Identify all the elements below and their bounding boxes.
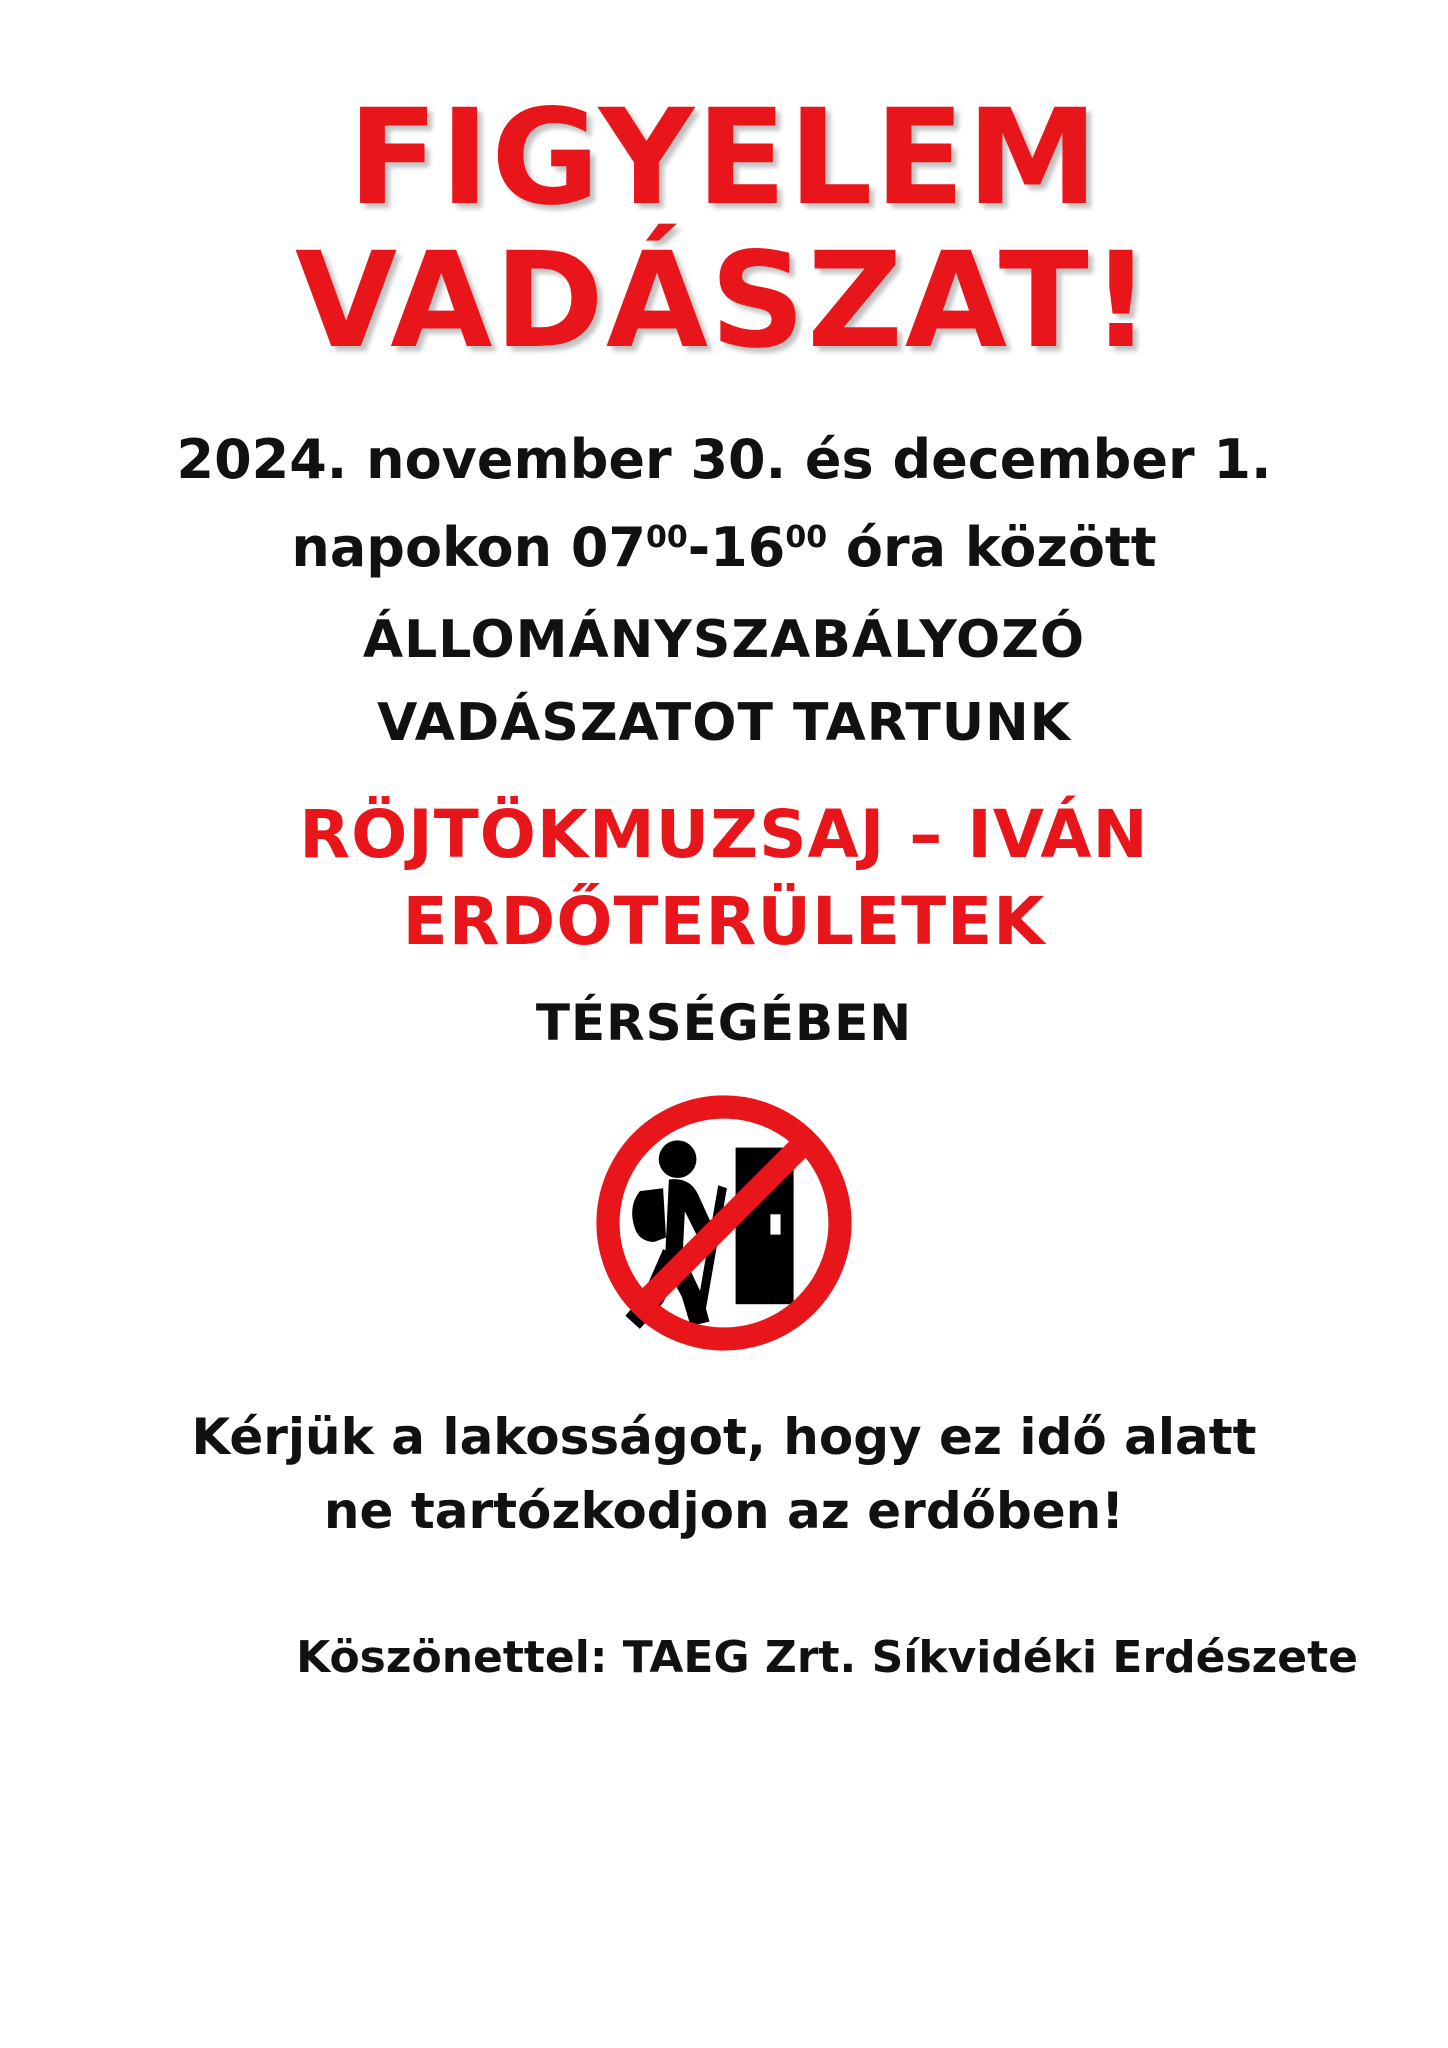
prohibition-sign [579,1078,869,1368]
credit-line: Köszönettel: TAEG Zrt. Síkvidéki Erdészete [296,1632,1358,1684]
no-entry-pedestrian-icon [579,1078,869,1368]
date-line: 2024. november 30. és december 1. [176,427,1272,491]
time-mid: -16 [687,516,786,580]
time-sup-start: 00 [646,520,688,556]
notice-line-2: ne tartózkodjon az erdőben! [323,1482,1125,1541]
time-suffix: óra között [827,516,1157,580]
subject-line-1: ÁLLOMÁNYSZABÁLYOZÓ [362,609,1086,670]
time-sup-end: 00 [785,520,828,556]
headline-hunt: VADÁSZAT! [294,224,1154,379]
area-line-1: RÖJTÖKMUZSAJ – IVÁN [299,796,1149,874]
notice-line-1: Kérjük a lakosságot, hogy ez idő alatt [191,1408,1257,1467]
vicinity-line: TÉRSÉGÉBEN [535,994,913,1053]
time-prefix: napokon 07 [291,516,647,580]
time-line [291,511,1156,586]
headline-attention: FIGYELEM [347,81,1101,235]
subject-line-2: VADÁSZATOT TARTUNK [377,693,1071,754]
area-line-2: ERDŐTERÜLETEK [402,882,1046,960]
